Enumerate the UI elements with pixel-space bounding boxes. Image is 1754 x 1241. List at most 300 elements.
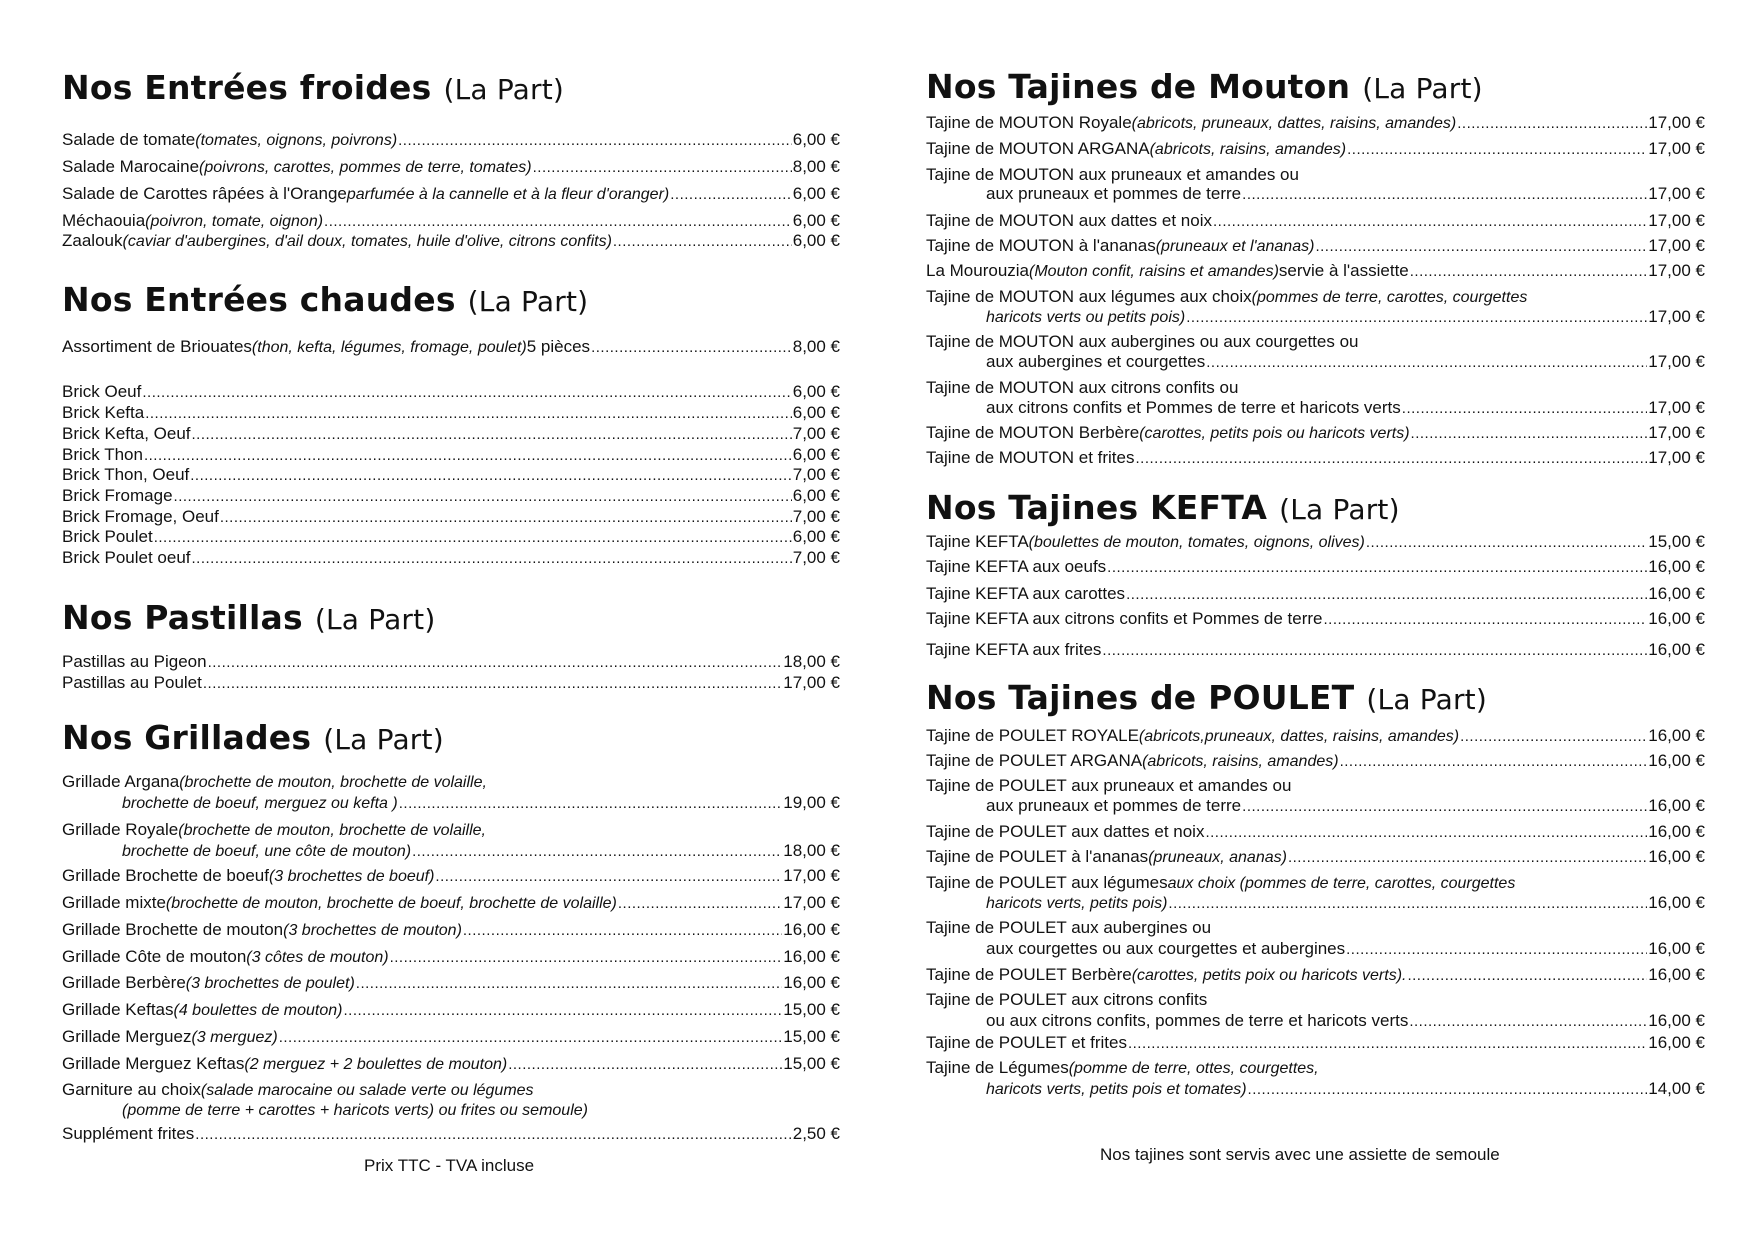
leader-dots	[1186, 307, 1647, 328]
leader-dots	[435, 866, 782, 887]
item-name: Brick Kefta, Oeuf	[62, 424, 191, 443]
item-name: Brick Kefta	[62, 403, 145, 422]
item-name: Brick Poulet oeuf	[62, 548, 191, 567]
menu-item	[926, 165, 1705, 185]
item-name: Grillade Côte de mouton	[62, 947, 247, 966]
menu-item	[62, 947, 840, 967]
menu-item	[926, 726, 1705, 746]
menu-item	[62, 130, 840, 150]
leader-dots	[398, 130, 792, 151]
item-description-line2: brochette de boeuf, une côte de mouton)	[122, 843, 412, 860]
leader-dots	[142, 382, 791, 403]
item-price: 18,00 €	[783, 652, 840, 671]
item-description: (3 merguez)	[191, 1029, 278, 1046]
item-price: 16,00 €	[1648, 726, 1705, 745]
item-name: La Mourouzia	[926, 261, 1030, 280]
item-description: (3 brochettes de boeuf)	[268, 868, 435, 885]
section-title: Nos Entrées chaudes	[62, 280, 456, 319]
item-description: aux choix (pommes de terre, carottes, courgettes	[1167, 875, 1516, 892]
item-price: 8,00 €	[792, 337, 840, 356]
menu-item	[62, 184, 840, 204]
item-description: (thon, kefta, légumes, fromage, poulet)	[251, 339, 527, 356]
menu-item	[926, 751, 1705, 771]
section-title: Nos Grillades	[62, 718, 312, 757]
item-price: 17,00 €	[783, 866, 840, 885]
item-price: 17,00 €	[1648, 398, 1705, 417]
section-title: Nos Pastillas	[62, 598, 303, 637]
item-price: 17,00 €	[1648, 184, 1705, 203]
leader-dots	[670, 184, 792, 205]
menu-item	[926, 261, 1705, 281]
item-name: Tajine de POULET aux pruneaux et amandes ou	[926, 776, 1292, 795]
section-title: Nos Entrées froides	[62, 68, 432, 107]
menu-item	[926, 113, 1705, 133]
item-name: Tajine de MOUTON aux citrons confits ou	[926, 378, 1239, 397]
menu-item	[62, 1000, 840, 1020]
item-name: Tajine de MOUTON Royale	[926, 113, 1132, 132]
menu-item	[62, 1054, 840, 1074]
leader-dots	[1410, 261, 1648, 282]
leader-dots	[324, 211, 792, 232]
item-price: 19,00 €	[783, 793, 840, 812]
item-price: 16,00 €	[1648, 796, 1705, 815]
item-price: 15,00 €	[1648, 532, 1705, 551]
heading-tajines-poulet	[926, 678, 1487, 720]
item-price: 16,00 €	[1648, 609, 1705, 628]
item-price: 16,00 €	[1648, 557, 1705, 576]
item-price: 16,00 €	[783, 947, 840, 966]
item-price: 16,00 €	[1648, 939, 1705, 958]
item-description-line2: aux courgettes ou aux courgettes et aubergines	[986, 939, 1346, 958]
item-price: 17,00 €	[1648, 113, 1705, 132]
item-description: (brochette de mouton, brochette de volaille,	[179, 774, 487, 791]
item-description: (Mouton confit, raisins et amandes)	[1029, 263, 1279, 280]
item-price: 6,00 €	[792, 130, 840, 149]
item-name: Tajine de MOUTON ARGANA	[926, 139, 1150, 158]
item-name: Tajine KEFTA aux carottes	[926, 584, 1126, 603]
item-price: 6,00 €	[792, 184, 840, 203]
leader-dots	[1315, 236, 1647, 257]
item-price: 7,00 €	[792, 548, 840, 567]
heading-pastillas	[62, 598, 435, 640]
item-description-line2: aux aubergines et courgettes	[986, 352, 1206, 371]
item-price: 6,00 €	[792, 211, 840, 230]
item-name: Brick Fromage	[62, 486, 173, 505]
menu-item	[62, 231, 840, 251]
menu-item	[926, 873, 1705, 893]
item-name: Tajine KEFTA	[926, 532, 1029, 551]
item-description-line2: haricots verts ou petits pois)	[986, 309, 1186, 326]
item-name: Tajine de POULET Berbère	[926, 965, 1132, 984]
menu-item	[926, 1033, 1705, 1053]
item-name: Supplément frites	[62, 1124, 195, 1143]
item-name: Tajine de MOUTON aux légumes aux choix	[926, 287, 1252, 306]
item-description: (brochette de mouton, brochette de boeuf, brochette de volaille)	[165, 895, 617, 912]
item-name: Tajine de POULET aux aubergines ou	[926, 918, 1212, 937]
item-name: Tajine de POULET aux dattes et noix	[926, 822, 1205, 841]
leader-dots	[1340, 751, 1648, 772]
menu-item	[62, 337, 840, 357]
item-description-line2: (pomme de terre + carottes + haricots verts) ou frites ou semoule)	[122, 1102, 588, 1119]
brick-item	[62, 507, 840, 527]
menu-item	[62, 211, 840, 231]
menu-item	[62, 973, 840, 993]
leader-dots	[1460, 726, 1647, 747]
leader-dots	[1128, 1033, 1647, 1054]
item-price: 16,00 €	[1648, 640, 1705, 659]
item-name: Tajine de Légumes	[926, 1058, 1069, 1077]
heading-grillades	[62, 718, 444, 760]
leader-dots	[1206, 352, 1647, 373]
menu-item	[926, 1058, 1705, 1078]
heading-entrees-chaudes	[62, 280, 588, 322]
item-description-line2: haricots verts, petits pois)	[986, 895, 1168, 912]
garniture-item	[122, 1101, 840, 1121]
brick-item	[62, 527, 840, 547]
section-subtitle: (La Part)	[1366, 683, 1487, 716]
supplement-item	[62, 1124, 840, 1144]
item-name: Grillade Royale	[62, 820, 179, 839]
menu-item	[926, 423, 1705, 443]
leader-dots	[174, 486, 792, 507]
section-title: Nos Tajines KEFTA	[926, 488, 1268, 527]
item-description: (pruneaux et l'ananas)	[1155, 238, 1315, 255]
menu-item	[62, 820, 840, 840]
leader-dots	[1288, 847, 1647, 868]
menu-item	[926, 139, 1705, 159]
item-name: Brick Oeuf	[62, 382, 142, 401]
item-description: (caviar d'aubergines, d'ail doux, tomates, huile d'olive, citrons confits)	[122, 233, 612, 250]
menu-item	[926, 965, 1705, 985]
leader-dots	[533, 157, 792, 178]
brick-item	[62, 465, 840, 485]
item-name: Zaalouk	[62, 231, 123, 250]
section-title: Nos Tajines de POULET	[926, 678, 1355, 717]
item-price: 6,00 €	[792, 527, 840, 546]
item-price: 16,00 €	[1648, 1011, 1705, 1030]
item-price: 8,00 €	[792, 157, 840, 176]
item-price: 6,00 €	[792, 231, 840, 250]
leader-dots	[1324, 609, 1648, 630]
item-price: 6,00 €	[792, 486, 840, 505]
leader-dots	[591, 337, 792, 358]
item-price: 15,00 €	[783, 1000, 840, 1019]
item-name: Brick Poulet	[62, 527, 153, 546]
leader-dots	[1457, 113, 1647, 134]
leader-dots	[192, 548, 792, 569]
menu-item	[122, 841, 840, 861]
item-price: 6,00 €	[792, 445, 840, 464]
item-name: Salade de Carottes râpées à l'Orange	[62, 184, 347, 203]
brick-item	[62, 382, 840, 402]
item-name: Tajine de MOUTON à l'ananas	[926, 236, 1156, 255]
item-price: 6,00 €	[792, 382, 840, 401]
leader-dots	[390, 947, 783, 968]
item-description: (poivrons, carottes, pommes de terre, tomates)	[199, 159, 532, 176]
brick-item	[62, 424, 840, 444]
leader-dots	[1347, 139, 1647, 160]
item-price: 17,00 €	[1648, 139, 1705, 158]
item-price: 16,00 €	[1648, 822, 1705, 841]
leader-dots	[1366, 532, 1647, 553]
leader-dots	[279, 1027, 783, 1048]
item-price: 17,00 €	[1648, 307, 1705, 326]
leader-dots	[1102, 640, 1647, 661]
item-description-line2: brochette de boeuf, merguez ou kefta )	[122, 795, 398, 812]
leader-dots	[190, 465, 791, 486]
item-price: 17,00 €	[1648, 352, 1705, 371]
item-price: 18,00 €	[783, 841, 840, 860]
leader-dots	[144, 445, 792, 466]
item-price: 16,00 €	[1648, 751, 1705, 770]
menu-item	[62, 673, 840, 693]
item-name: Grillade Berbère	[62, 973, 186, 992]
leader-dots	[203, 673, 782, 694]
leader-dots	[1107, 557, 1647, 578]
item-name: Grillade mixte	[62, 893, 166, 912]
item-description: (abricots,pruneaux, dattes, raisins, amandes)	[1138, 728, 1460, 745]
item-description-line2: aux pruneaux et pommes de terre	[986, 796, 1242, 815]
menu-item	[926, 776, 1705, 796]
menu-item	[926, 557, 1705, 577]
leader-dots	[1248, 1079, 1648, 1100]
menu-item	[986, 1011, 1705, 1031]
brick-item	[62, 445, 840, 465]
section-subtitle: (La Part)	[314, 603, 436, 636]
item-description: (abricots, raisins, amandes)	[1142, 753, 1339, 770]
leader-dots	[344, 1000, 783, 1021]
item-name: Tajine de POULET aux légumes	[926, 873, 1168, 892]
item-price: 17,00 €	[1648, 211, 1705, 230]
section-subtitle: (La Part)	[443, 73, 565, 106]
item-name: Salade Marocaine	[62, 157, 200, 176]
item-price: 16,00 €	[1648, 965, 1705, 984]
leader-dots	[399, 793, 783, 814]
menu-item	[926, 990, 1705, 1010]
item-name: Brick Thon	[62, 445, 143, 464]
menu-item	[926, 609, 1705, 629]
item-price: 2,50 €	[792, 1124, 840, 1143]
menu-item	[986, 184, 1705, 204]
section-subtitle: (La Part)	[1362, 72, 1483, 105]
leader-dots	[1126, 584, 1647, 605]
leader-dots	[356, 973, 782, 994]
leader-dots	[1411, 423, 1648, 444]
menu-item	[926, 287, 1705, 307]
leader-dots	[1409, 1011, 1647, 1032]
item-price: 16,00 €	[1648, 1033, 1705, 1052]
menu-item	[986, 307, 1705, 327]
menu-item	[926, 332, 1705, 352]
item-name: Tajine de MOUTON aux pruneaux et amandes ou	[926, 165, 1299, 184]
leader-dots	[618, 893, 782, 914]
item-name: Grillade Merguez	[62, 1027, 192, 1046]
footer-left-note: Prix TTC - TVA incluse	[364, 1156, 535, 1175]
leader-dots	[195, 1124, 791, 1145]
menu-item	[926, 847, 1705, 867]
leader-dots	[1346, 939, 1647, 960]
leader-dots	[145, 403, 792, 424]
item-description: (2 merguez + 2 boulettes de mouton)	[244, 1056, 508, 1073]
item-description: (abricots, pruneaux, dattes, raisins, amandes)	[1131, 115, 1457, 132]
menu-item	[986, 352, 1705, 372]
item-name: Tajine de MOUTON aux aubergines ou aux courgettes ou	[926, 332, 1359, 351]
item-name: Grillade Brochette de boeuf	[62, 866, 269, 885]
item-name: Assortiment de Briouates	[62, 337, 252, 356]
leader-dots	[220, 507, 792, 528]
garniture-item	[62, 1080, 840, 1100]
item-description: (brochette de mouton, brochette de volaille,	[178, 822, 486, 839]
section-title: Nos Tajines de Mouton	[926, 67, 1351, 106]
item-description: (pomme de terre, ottes, courgettes,	[1068, 1060, 1319, 1077]
item-name: Tajine KEFTA aux citrons confits et Pommes de terre	[926, 609, 1323, 628]
menu-item	[926, 640, 1705, 660]
section-subtitle: (La Part)	[323, 723, 444, 756]
item-description: (carottes, petits pois ou haricots verts)	[1139, 425, 1410, 442]
leader-dots	[1135, 448, 1647, 469]
item-name: Grillade Argana	[62, 772, 180, 791]
footer-right-note: Nos tajines sont servis avec une assiette de semoule	[1100, 1145, 1500, 1164]
leader-dots	[1242, 184, 1647, 205]
leader-dots	[154, 527, 792, 548]
item-name: Tajine de POULET aux citrons confits	[926, 990, 1208, 1009]
menu-item	[926, 822, 1705, 842]
item-price: 15,00 €	[783, 1054, 840, 1073]
leader-dots	[192, 424, 792, 445]
item-description: (3 côtes de mouton)	[246, 949, 389, 966]
item-price: 7,00 €	[792, 424, 840, 443]
item-description-line2: aux pruneaux et pommes de terre	[986, 184, 1242, 203]
item-name: Salade de tomate	[62, 130, 196, 149]
item-name: Tajine KEFTA aux oeufs	[926, 557, 1107, 576]
item-name: Brick Thon, Oeuf	[62, 465, 190, 484]
item-price: 15,00 €	[783, 1027, 840, 1046]
item-description-line2: haricots verts, petits pois et tomates)	[986, 1081, 1247, 1098]
brick-item	[62, 403, 840, 423]
brick-item	[62, 486, 840, 506]
menu-item	[62, 1027, 840, 1047]
menu-item	[986, 893, 1705, 913]
item-description: (abricots, raisins, amandes)	[1149, 141, 1347, 158]
heading-tajines-mouton	[926, 67, 1483, 109]
item-price: 16,00 €	[1648, 584, 1705, 603]
item-price: 7,00 €	[792, 465, 840, 484]
item-name: Brick Fromage, Oeuf	[62, 507, 219, 526]
item-description: (poivron, tomate, oignon)	[145, 213, 324, 230]
item-description: parfumée à la cannelle et à la fleur d'oranger)	[346, 186, 670, 203]
leader-dots	[508, 1054, 782, 1075]
heading-tajines-kefta	[926, 488, 1400, 530]
item-price: 17,00 €	[1648, 423, 1705, 442]
leader-dots	[412, 841, 782, 862]
menu-item	[986, 1079, 1705, 1099]
item-extra: 5 pièces	[526, 337, 591, 356]
menu-item	[986, 398, 1705, 418]
menu-item	[926, 584, 1705, 604]
item-description: (tomates, oignons, poivrons)	[195, 132, 398, 149]
item-name: Garniture au choix	[62, 1080, 201, 1099]
item-description: (pruneaux, ananas)	[1148, 849, 1287, 866]
heading-entrees-froides	[62, 68, 564, 110]
item-name: Tajine de MOUTON et frites	[926, 448, 1135, 467]
menu-item	[62, 652, 840, 672]
item-price: 16,00 €	[783, 920, 840, 939]
item-name: Tajine KEFTA aux frites	[926, 640, 1102, 659]
menu-item	[926, 211, 1705, 231]
item-price: 7,00 €	[792, 507, 840, 526]
menu-item	[926, 532, 1705, 552]
item-price: 16,00 €	[1648, 893, 1705, 912]
item-price: 14,00 €	[1648, 1079, 1705, 1098]
leader-dots	[1213, 211, 1647, 232]
menu-item	[926, 918, 1705, 938]
item-description-line2: aux citrons confits et Pommes de terre et haricots verts	[986, 398, 1401, 417]
item-description: (4 boulettes de mouton)	[173, 1002, 343, 1019]
item-description: (carottes, petits poix ou haricots verts).	[1131, 967, 1407, 984]
section-subtitle: (La Part)	[467, 285, 589, 318]
item-extra: servie à l'assiette	[1278, 261, 1409, 280]
item-name: Tajine de MOUTON aux dattes et noix	[926, 211, 1212, 230]
leader-dots	[208, 652, 783, 673]
item-price: 17,00 €	[1648, 448, 1705, 467]
item-price: 17,00 €	[783, 893, 840, 912]
item-name: Méchaouia	[62, 211, 146, 230]
item-price: 6,00 €	[792, 403, 840, 422]
item-price: 17,00 €	[1648, 261, 1705, 280]
item-price: 17,00 €	[783, 673, 840, 692]
menu-item	[926, 236, 1705, 256]
leader-dots	[1168, 893, 1647, 914]
menu-item	[62, 157, 840, 177]
leader-dots	[1205, 822, 1647, 843]
item-name: Tajine de POULET et frites	[926, 1033, 1127, 1052]
item-price: 16,00 €	[1648, 847, 1705, 866]
item-description-line2: ou aux citrons confits, pommes de terre et haricots verts	[986, 1011, 1409, 1030]
item-name: Grillade Keftas	[62, 1000, 174, 1019]
item-name: Tajine de POULET à l'ananas	[926, 847, 1149, 866]
menu-item	[62, 772, 840, 792]
menu-item	[62, 893, 840, 913]
item-description: (3 brochettes de mouton)	[283, 922, 462, 939]
menu-item	[62, 920, 840, 940]
menu-item	[986, 796, 1705, 816]
item-name: Grillade Merguez Keftas	[62, 1054, 245, 1073]
brick-item	[62, 548, 840, 568]
item-name: Pastillas au Pigeon	[62, 652, 207, 671]
item-name: Tajine de POULET ARGANA	[926, 751, 1143, 770]
menu-item	[122, 793, 840, 813]
section-subtitle: (La Part)	[1279, 493, 1400, 526]
item-name: Grillade Brochette de mouton	[62, 920, 284, 939]
leader-dots	[613, 231, 792, 252]
item-name: Tajine de POULET ROYALE	[926, 726, 1139, 745]
item-description: (salade marocaine ou salade verte ou légumes	[200, 1082, 534, 1099]
menu-item	[986, 939, 1705, 959]
menu-item	[926, 378, 1705, 398]
item-description: (3 brochettes de poulet)	[185, 975, 355, 992]
item-name: Tajine de MOUTON Berbère	[926, 423, 1140, 442]
leader-dots	[1402, 398, 1647, 419]
item-description: (boulettes de mouton, tomates, oignons, olives)	[1028, 534, 1365, 551]
item-price: 17,00 €	[1648, 236, 1705, 255]
menu-item	[62, 866, 840, 886]
menu-item	[926, 448, 1705, 468]
leader-dots	[463, 920, 782, 941]
item-description: (pommes de terre, carottes, courgettes	[1251, 289, 1528, 306]
item-name: Pastillas au Poulet	[62, 673, 202, 692]
item-price: 16,00 €	[783, 973, 840, 992]
leader-dots	[1407, 965, 1647, 986]
